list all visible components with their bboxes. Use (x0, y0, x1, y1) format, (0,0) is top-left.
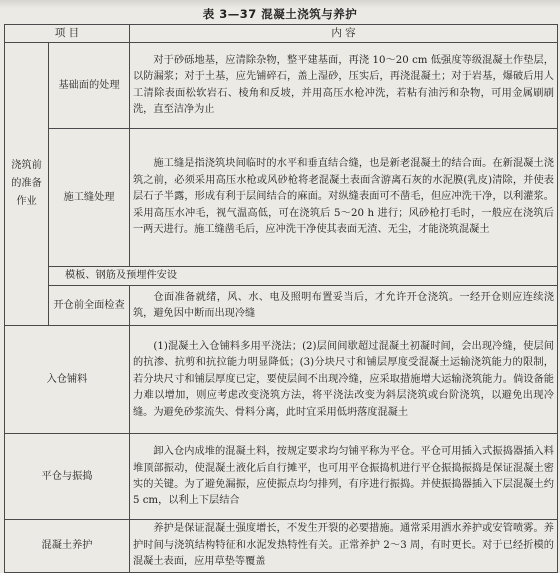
row-formwork (5, 267, 558, 286)
label-placing: 入仓铺料 (5, 326, 130, 434)
row-foundation (5, 43, 558, 129)
row-leveling (5, 434, 558, 520)
content-foundation: 对于砂砾地基，应清除杂物，整平建基面，再浇 10～20 cm 低强度等级混凝土作垫层，以防漏浆；对于土基，应先铺碎石，盖上湿砂，压实后，再浇混凝土；对于岩基，爆破后用人工清除表面松软岩石、棱角和反坡，并用高压水枪冲洗，若粘有油污和杂物，可用金属刷刷洗，直至洁净为止 (130, 43, 558, 129)
label-foundation: 基础面的处理 (49, 43, 130, 129)
content-placing: (1)混凝土入仓铺料多用平浇法；(2)层间间歇超过混凝土初凝时间，会出现冷缝，使层间的抗渗、抗剪和抗拉能力明显降低；(3)分块尺寸和铺层厚度受混凝土运输浇筑能力的限制，若分块尺寸和铺层厚度已定，要使层间不出现冷缝，应采取措施增大运输浇筑能力。倘设备能力难以增加，则应考虑改变浇筑方法，将平浇法改变为斜层浇筑或台阶浇筑，以避免出现冷缝。为避免砂浆流失、骨料分离，此时宜采用低坍落度混凝土 (130, 326, 558, 434)
row-curing (5, 520, 558, 572)
label-joint: 施工缝处理 (49, 129, 130, 267)
content-joint: 施工缝是指浇筑块间临时的水平和垂直结合缝，也是新老混凝土的结合面。在新混凝土浇筑之前，必须采用高压水枪或风砂枪将老混凝土表面含游离石灰的水泥膜(乳皮)清除，并使表层石子半露，形成有利于层间结合的麻面。对纵缝表面可不凿毛，但应冲洗干净，以利灌浆。采用高压水冲毛，视气温高低，可在浇筑后 5～20 h 进行；风砂枪打毛时，一般应在浇筑后一两天进行。施工缝凿毛后，应冲洗干净使其表面无渣、无尘，才能浇筑混凝土 (130, 129, 558, 267)
header-row (5, 25, 558, 43)
label-leveling: 平仓与振捣 (5, 434, 130, 520)
content-curing: 养护是保证混凝土强度增长，不发生开裂的必要措施。通常采用洒水养护或安管喷雾。养护时间与浇筑结构特征和水泥发热特性有关。正常养护 2～3 周，有时更长。对于已经折模的混凝土表面，应用草垫等覆盖 (130, 520, 558, 572)
row-placing (5, 326, 558, 434)
content-inspection: 仓面准备就绪，风、水、电及照明布置妥当后，才允许开仓浇筑。一经开仓则应连续浇筑，避免因中断而出现冷缝 (130, 286, 558, 326)
row-inspection (5, 286, 558, 326)
construction-table (4, 24, 558, 573)
label-inspection: 开仓前全面检查 (49, 286, 130, 326)
header-content: 内 容 (130, 25, 558, 43)
label-formwork: 模板、钢筋及预埋件安设 (49, 267, 558, 286)
label-curing: 混凝土养护 (5, 520, 130, 572)
category-prep: 浇筑前的准备作业 (5, 43, 49, 326)
row-joint (5, 129, 558, 267)
header-item: 项 目 (5, 25, 130, 43)
table-title: 表 3—37 混凝土浇筑与养护 (202, 7, 358, 21)
content-leveling: 卸入仓内成堆的混凝土料，按规定要求均匀铺平称为平仓。平仓可用插入式振捣器插入料堆顶部振动，使混凝土液化后自行摊平，也可用平仓振捣机进行平仓振捣振捣是保证混凝土密实的关键。为了避免漏振，应使振点均匀排列，有序进行振捣。并使振捣器插入下层混凝土约 5 cm，以利上下层结合 (130, 434, 558, 520)
